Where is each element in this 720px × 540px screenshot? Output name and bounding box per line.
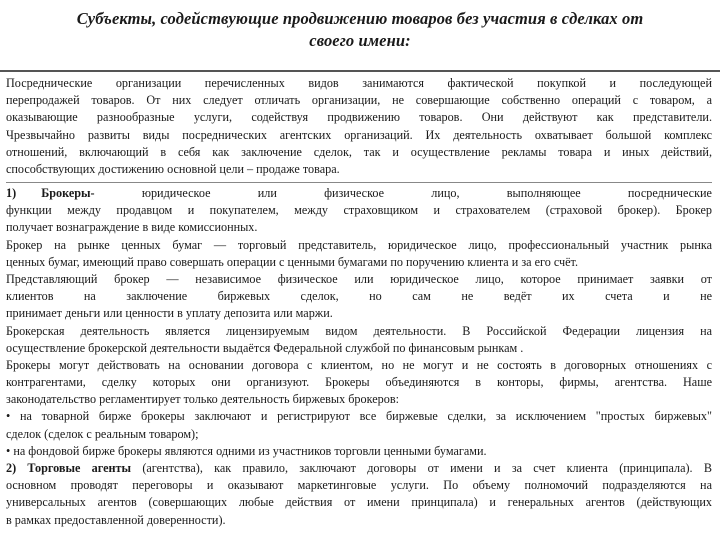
brokers-heading-word: или bbox=[257, 186, 277, 200]
agents-heading: 2) Торговые агенты bbox=[6, 461, 132, 475]
brokers-bullet: • на товарной бирже брокеры заключают и регистрируют все биржевые сделки, за исключением "простых биржевых" bbox=[6, 409, 712, 424]
brokers-heading-word: лицо, bbox=[431, 186, 460, 200]
page-title-line-1: Субъекты, содействующие продвижению товаров без участия в сделках от bbox=[76, 9, 644, 28]
agents-line: универсальных агентов (совершающих любые действия от имени принципала) и генеральных агентов (действующих bbox=[6, 495, 712, 510]
brokers-number: 1) bbox=[6, 186, 17, 200]
brokers-bullet: • на фондовой бирже брокеры являются одними из участников торговли ценными бумагами. bbox=[6, 443, 487, 458]
brokers-line: принимает деньги или ценности в уплату депозита или маржи. bbox=[6, 306, 333, 321]
main-content bbox=[6, 185, 712, 529]
intro-line: оказывающие разнообразные услуги, содействуя продвижению товаров. Они действуют как представители. bbox=[6, 110, 712, 125]
intro-line: Посреднические организации перечисленных видов занимаются фактической покупкой и последующей bbox=[6, 76, 712, 90]
brokers-line: Брокеры могут действовать на основании договора с клиентом, но не могут и не состоять в договорных отношениях с bbox=[6, 357, 712, 372]
brokers-heading-line bbox=[6, 185, 712, 202]
agents-heading-line bbox=[6, 460, 712, 477]
brokers-heading-word: выполняющее bbox=[506, 186, 581, 200]
brokers-line: законодательство регламентирует только деятельность биржевых брокеров: bbox=[6, 392, 399, 407]
intro-line: отношений, включающий в себя как заключение сделок, так и осуществление рекламы товара и иных действий, bbox=[6, 144, 712, 159]
brokers-line: клиентов на заключение биржевых сделок, но сам не ведёт их счета и не bbox=[6, 289, 712, 304]
brokers-line: Брокерская деятельность является лицензируемым видом деятельности. В Российской Федерации лицензия на bbox=[6, 323, 712, 338]
brokers-line: осуществление брокерской деятельности выдаётся Федеральной службой по финансовым рынкам . bbox=[6, 340, 524, 355]
brokers-line: функции между продавцом и покупателем, между страховщиком и страхователем (страховой брокер). Брокер bbox=[6, 203, 712, 218]
intro-line: перепродажей товаров. От них следует отличать организации, не совершающие собственно операций с товаром, а bbox=[6, 93, 712, 108]
intro-paragraph bbox=[6, 75, 712, 183]
agents-line: в рамках предоставленной доверенности). bbox=[6, 512, 226, 527]
intro-line: способствующих достижению основной цели – продаже товара. bbox=[6, 161, 340, 176]
brokers-heading-word: физическое bbox=[324, 186, 385, 200]
brokers-line: ценных бумаг, имеющий право совершать операции с ценными бумагами по поручению клиента и за его счёт. bbox=[6, 254, 579, 269]
brokers-heading-word: юридическое bbox=[141, 186, 211, 200]
brokers-line: получает вознаграждение в виде комиссионных. bbox=[6, 220, 258, 235]
agents-heading-tail: (агентства), как правило, заключают договоры от имени и за счет клиента (принципала). В bbox=[142, 461, 712, 475]
brokers-line: сделок (сделок с реальным товаром); bbox=[6, 426, 199, 441]
title-divider bbox=[0, 70, 720, 72]
brokers-heading-word: посреднические bbox=[627, 186, 712, 200]
brokers-line: Брокер на рынке ценных бумаг — торговый представитель, юридическое лицо, профессиональный участник рынка bbox=[6, 237, 712, 252]
agents-line: основном проводят переговоры и оказывают маркетинговые услуги. По объему полномочий подразделяются на bbox=[6, 478, 712, 493]
brokers-title: Брокеры- bbox=[41, 186, 95, 200]
intro-line: Чрезвычайно развиты виды посреднических агентских организаций. Их деятельность охватывает большой комплекс bbox=[6, 127, 712, 142]
brokers-line: Представляющий брокер — независимое физическое или юридическое лицо, которое принимает заявки от bbox=[6, 271, 712, 286]
brokers-heading bbox=[6, 185, 95, 202]
page-title-line-2: своего имени: bbox=[309, 31, 411, 50]
brokers-line: контрагентами, сделку которых они организуют. Брокеры объединяются в конторы, фирмы, агентства. Наше bbox=[6, 375, 712, 390]
page-title bbox=[0, 8, 720, 52]
